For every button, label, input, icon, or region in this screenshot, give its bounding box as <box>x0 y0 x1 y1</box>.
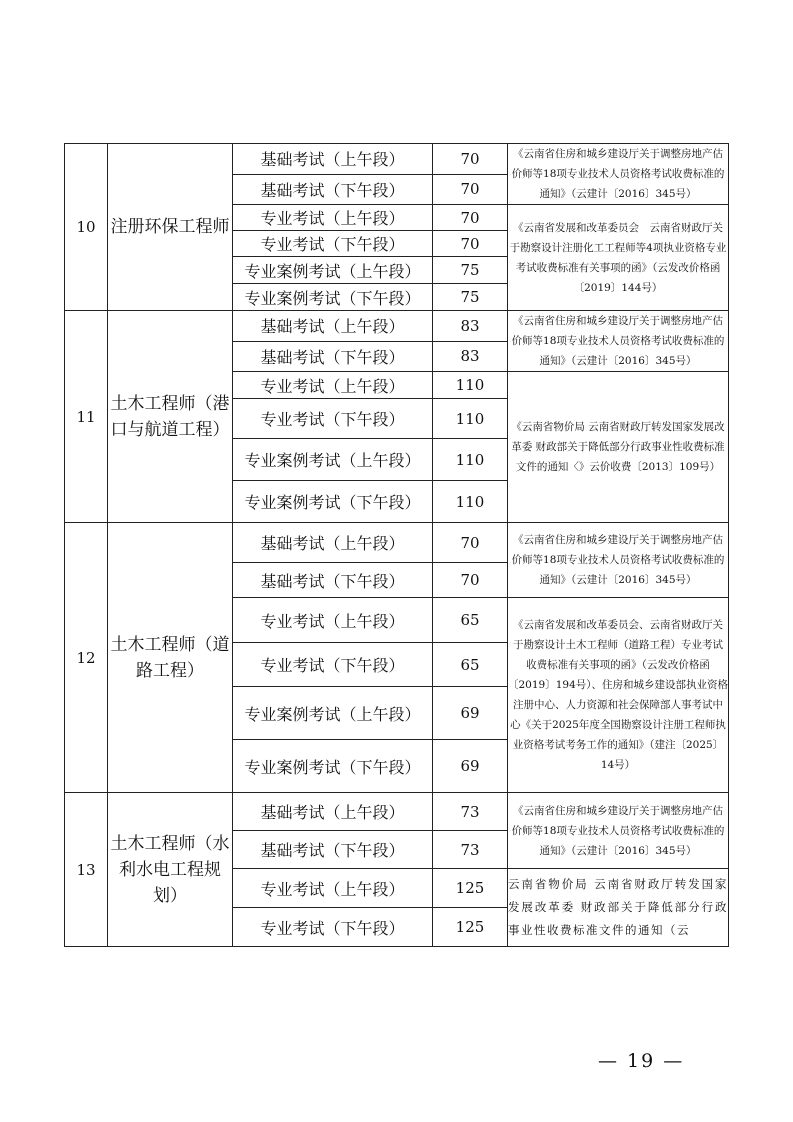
row-number: 10 <box>65 144 108 311</box>
fee-cell: 125 <box>433 908 508 947</box>
basis-cell: 《云南省物价局 云南省财政厅转发国家发展改革委 财政部关于降低部分行政事业性收费标准文件的通知〈》云价收费〔2013〕109号） <box>508 372 729 523</box>
fee-cell: 110 <box>433 481 508 523</box>
fee-cell: 65 <box>433 643 508 687</box>
fee-cell: 110 <box>433 399 508 439</box>
fee-cell: 110 <box>433 372 508 399</box>
exam-name: 注册环保工程师 <box>108 144 233 311</box>
subject-cell: 专业考试（上午段） <box>233 205 433 231</box>
subject-cell: 专业案例考试（下午段） <box>233 284 433 311</box>
basis-cell: 《云南省住房和城乡建设厅关于调整房地产估价师等18项专业技术人员资格考试收费标准的通知》（云建计〔2016〕345号） <box>508 144 729 205</box>
subject-cell: 专业考试（下午段） <box>233 643 433 687</box>
subject-cell: 专业考试（下午段） <box>233 399 433 439</box>
table-row <box>65 144 729 175</box>
fee-cell: 125 <box>433 869 508 908</box>
subject-cell: 基础考试（上午段） <box>233 523 433 563</box>
fee-cell: 75 <box>433 284 508 311</box>
subject-cell: 基础考试（上午段） <box>233 793 433 831</box>
subject-cell: 基础考试（下午段） <box>233 174 433 205</box>
subject-cell: 基础考试（下午段） <box>233 563 433 598</box>
exam-name: 土木工程师（水利水电工程规划） <box>108 793 233 947</box>
subject-cell: 专业考试（下午段） <box>233 231 433 257</box>
subject-cell: 专业考试（上午段） <box>233 869 433 908</box>
subject-cell: 专业考试（上午段） <box>233 372 433 399</box>
table-row <box>65 523 729 563</box>
fee-cell: 69 <box>433 687 508 740</box>
subject-cell: 专业案例考试（上午段） <box>233 257 433 284</box>
exam-name: 土木工程师（道路工程） <box>108 523 233 793</box>
fee-cell: 70 <box>433 563 508 598</box>
fee-cell: 70 <box>433 523 508 563</box>
table-row <box>65 311 729 342</box>
basis-cell: 《云南省发展和改革委员会 云南省财政厅关于勘察设计注册化工工程师等4项执业资格专业考试收费标准有关事项的函》（云发改价格函〔2019〕144号） <box>508 205 729 311</box>
fee-cell: 65 <box>433 598 508 643</box>
basis-cell: 《云南省住房和城乡建设厅关于调整房地产估价师等18项专业技术人员资格考试收费标准的通知》（云建计〔2016〕345号） <box>508 311 729 372</box>
fee-cell: 70 <box>433 205 508 231</box>
subject-cell: 专业考试（上午段） <box>233 598 433 643</box>
fee-cell: 83 <box>433 341 508 372</box>
fee-cell: 70 <box>433 144 508 175</box>
fee-cell: 73 <box>433 793 508 831</box>
basis-cell: 《云南省住房和城乡建设厅关于调整房地产估价师等18项专业技术人员资格考试收费标准的通知》（云建计〔2016〕345号） <box>508 523 729 598</box>
basis-cell: 《云南省住房和城乡建设厅关于调整房地产估价师等18项专业技术人员资格考试收费标准的通知》（云建计〔2016〕345号） <box>508 793 729 869</box>
row-number: 13 <box>65 793 108 947</box>
fee-cell: 69 <box>433 740 508 793</box>
basis-cell: 《云南省发展和改革委员会、云南省财政厅关于勘察设计土木工程师（道路工程）专业考试收费标准有关事项的函》（云发改价格函〔2019〕194号）、住房和城乡建设部执业资格注册中心、人力资源和社会保障部人事考试中心《关于2025年度全国勘察设计注册工程师执业资格考试考务工作的通知》（建注〔2025〕14号） <box>508 598 729 793</box>
row-number: 12 <box>65 523 108 793</box>
fee-cell: 70 <box>433 174 508 205</box>
page-number: — 19 — <box>598 1050 685 1072</box>
fee-cell: 110 <box>433 439 508 481</box>
row-number: 11 <box>65 311 108 523</box>
subject-cell: 专业案例考试（上午段） <box>233 439 433 481</box>
fee-cell: 83 <box>433 311 508 342</box>
subject-cell: 基础考试（上午段） <box>233 311 433 342</box>
exam-name: 土木工程师（港口与航道工程） <box>108 311 233 523</box>
subject-cell: 专业案例考试（下午段） <box>233 740 433 793</box>
table-row <box>65 793 729 831</box>
fee-cell: 73 <box>433 831 508 869</box>
fee-cell: 75 <box>433 257 508 284</box>
exam-fee-table <box>64 143 729 947</box>
subject-cell: 基础考试（上午段） <box>233 144 433 175</box>
basis-cell: 云南省物价局 云南省财政厅转发国家发展改革委 财政部关于降低部分行政事业性收费标准文件的通知（云 <box>508 869 729 947</box>
subject-cell: 专业案例考试（上午段） <box>233 687 433 740</box>
subject-cell: 基础考试（下午段） <box>233 341 433 372</box>
subject-cell: 基础考试（下午段） <box>233 831 433 869</box>
subject-cell: 专业考试（下午段） <box>233 908 433 947</box>
subject-cell: 专业案例考试（下午段） <box>233 481 433 523</box>
fee-cell: 70 <box>433 231 508 257</box>
